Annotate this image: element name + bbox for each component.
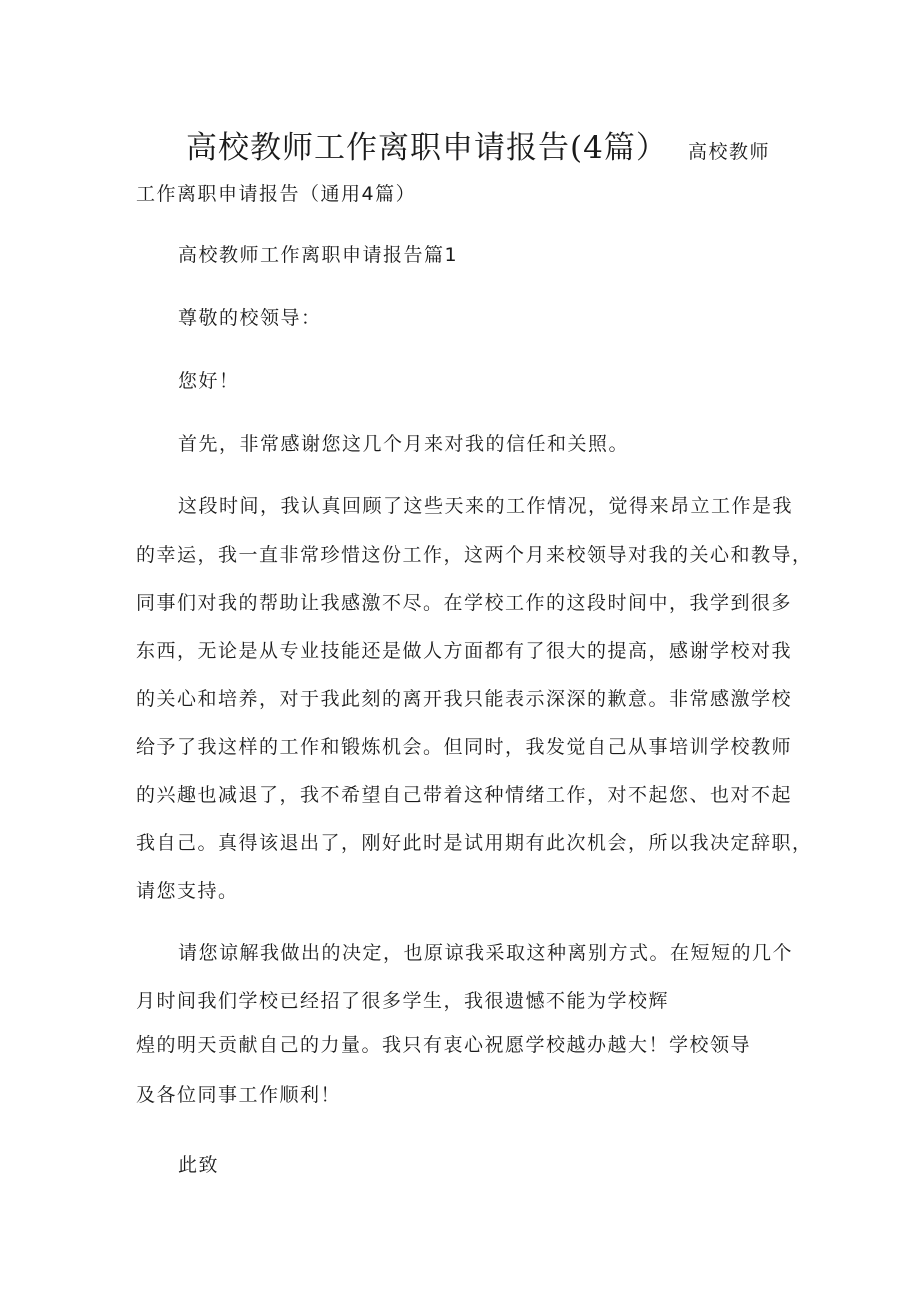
document-title-continuation: 高校教师 [688,141,771,163]
paragraph-line: 东西，无论是从专业技能还是做人方面都有了很大的提高，感谢学校对我 [136,640,793,662]
closing: 此致 [178,1154,220,1176]
paragraph-line: 的幸运，我一直非常珍惜这份工作，这两个月来校领导对我的关心和教导， [136,544,813,566]
greeting: 您好！ [178,370,240,392]
paragraph-line: 的关心和培养，对于我此刻的离开我只能表示深深的歉意。非常感激学校 [136,688,793,710]
paragraph-line: 给予了我这样的工作和锻炼机会。但同时，我发觉自己从事培训学校教师 [136,736,793,758]
paragraph-line: 我自己。真得该退出了，刚好此时是试用期有此次机会，所以我决定辞职， [136,832,813,854]
paragraph-line: 煌的明天贡献自己的力量。我只有衷心祝愿学校越办越大！学校领导 [136,1034,752,1056]
salutation: 尊敬的校领导： [178,307,322,329]
section-heading: 高校教师工作离职申请报告篇1 [178,244,459,266]
paragraph-line: 月时间我们学校已经招了很多学生，我很遗憾不能为学校辉 [136,990,670,1012]
paragraph-line: 这段时间，我认真回顾了这些天来的工作情况，觉得来昂立工作是我 [178,495,794,517]
paragraph-line: 请您谅解我做出的决定，也原谅我采取这种离别方式。在短短的几个 [178,942,794,964]
document-subtitle: 工作离职申请报告（通用4篇） [136,183,417,205]
paragraph-line: 同事们对我的帮助让我感激不尽。在学校工作的这段时间中，我学到很多 [136,592,793,614]
paragraph-line: 请您支持。 [136,880,239,902]
paragraph-line: 及各位同事工作顺利！ [136,1084,342,1106]
paragraph-line: 的兴趣也减退了，我不希望自己带着这种情绪工作，对不起您、也对不起 [136,784,793,806]
document-title: 高校教师工作离职申请报告(4篇） [186,130,668,166]
paragraph-line: 首先，非常感谢您这几个月来对我的信任和关照。 [178,433,630,455]
